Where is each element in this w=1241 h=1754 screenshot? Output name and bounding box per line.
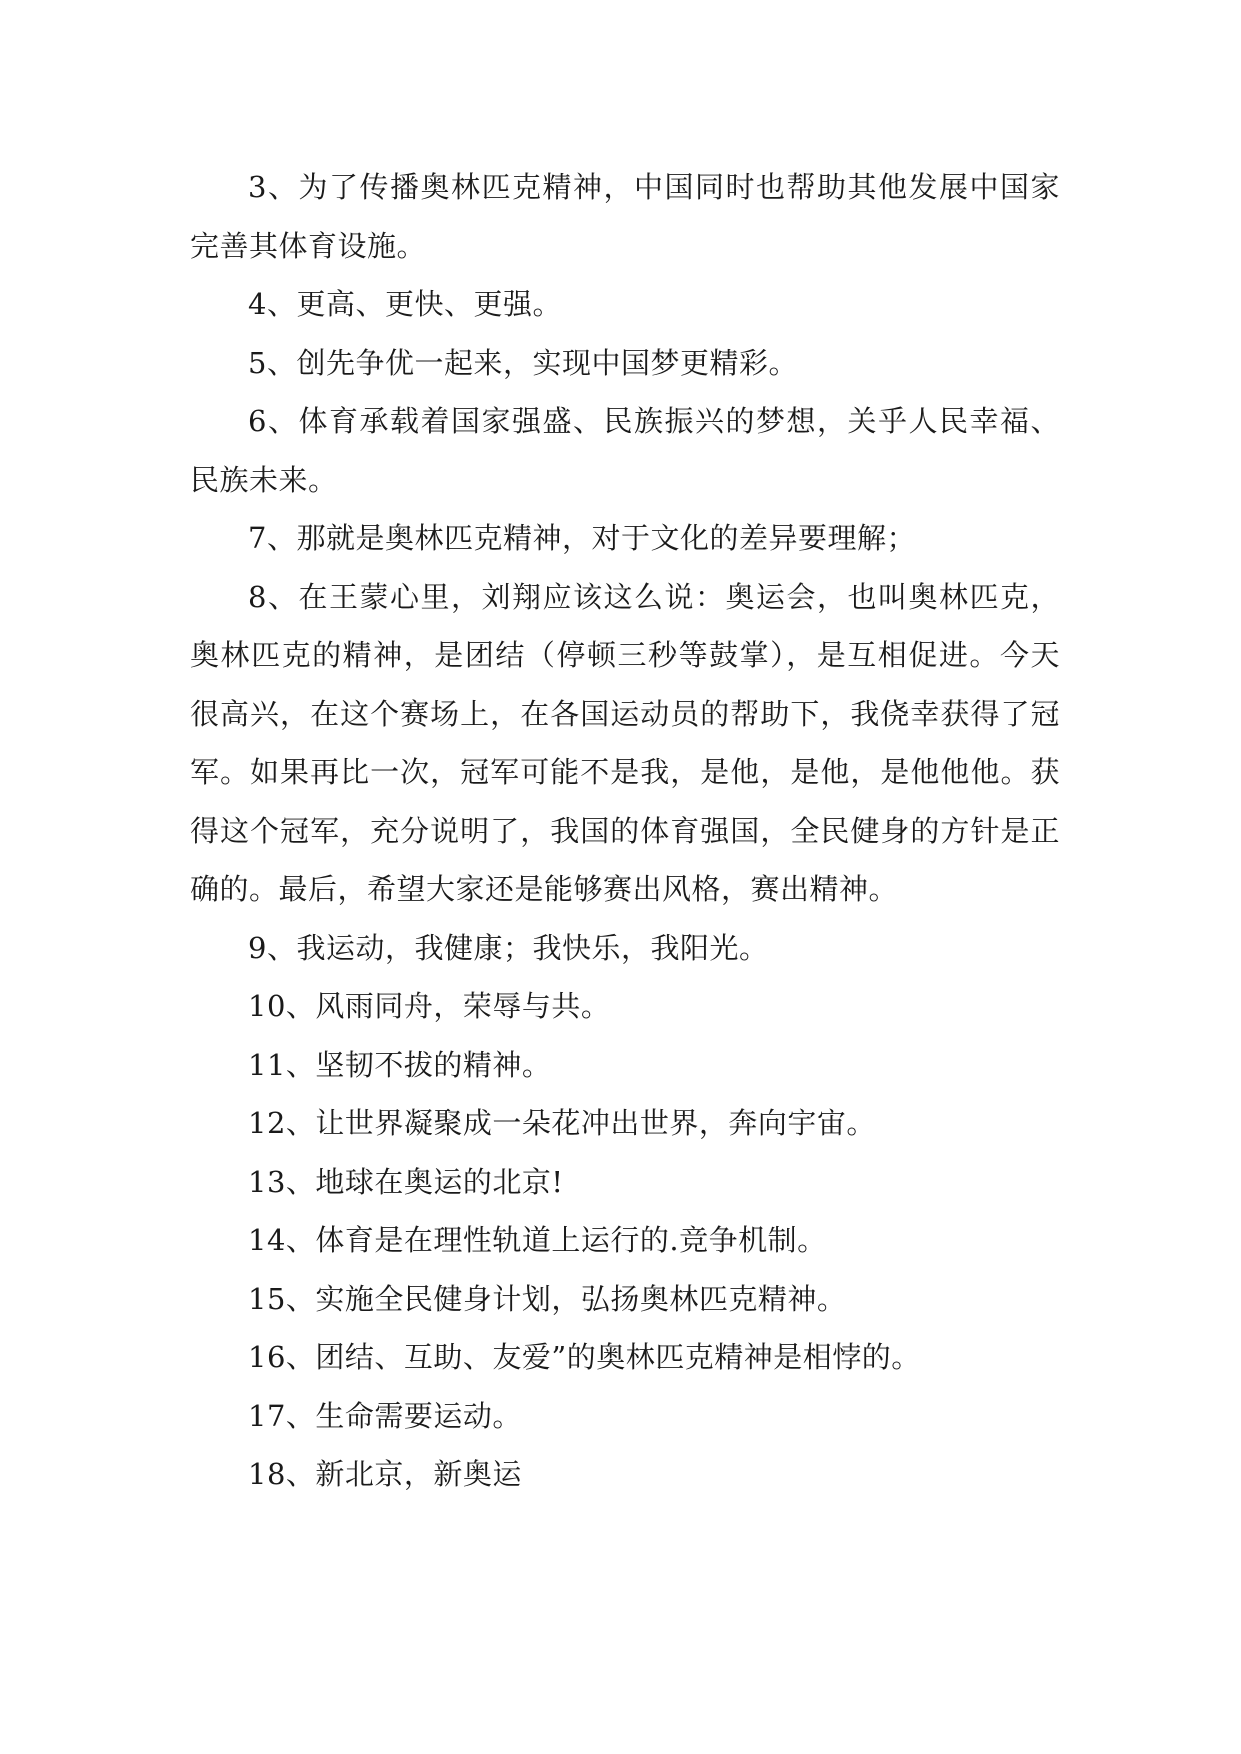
paragraph-3: 3、为了传播奥林匹克精神，中国同时也帮助其他发展中国家完善其体育设施。 (190, 170, 1060, 263)
paragraph-15: 15、实施全民健身计划，弘扬奥林匹克精神。 (248, 1281, 847, 1316)
paragraph-9: 9、我运动，我健康；我快乐，我阳光。 (248, 930, 769, 965)
paragraph-18: 18、新北京，新奥运 (248, 1457, 522, 1491)
paragraph-13: 13、地球在奥运的北京! (248, 1164, 564, 1199)
paragraph-7: 7、那就是奥林匹克精神，对于文化的差异要理解； (248, 521, 916, 555)
paragraph-12: 12、让世界凝聚成一朵花冲出世界，奔向宇宙。 (248, 1106, 876, 1140)
paragraph-8: 8、在王蒙心里，刘翔应该这么说：奥运会，也叫奥林匹克，奥林匹克的精神，是团结（停顿三秒等鼓掌），是互相促进。今天很高兴，在这个赛场上，在各国运动员的帮助下，我侥幸获得了冠军。如果再比一次，冠军可能不是我，是他，是他，是他他他。获得这个冠军，充分说明了，我国的体育强国，全民健身的方针是正确的。最后，希望大家还是能够赛出风格，赛出精神。 (190, 579, 1060, 906)
paragraph-16: 16、团结、互助、友爱”的奥林匹克精神是相悖的。 (248, 1340, 921, 1374)
paragraph-11: 11、坚韧不拔的精神。 (248, 1047, 552, 1082)
paragraph-4: 4、更高、更快、更强。 (248, 287, 562, 321)
document-body (190, 158, 1060, 1504)
paragraph-10: 10、风雨同舟，荣辱与共。 (248, 989, 611, 1023)
paragraph-6: 6、体育承载着国家强盛、民族振兴的梦想，关乎人民幸福、民族未来。 (190, 404, 1060, 497)
paragraph-5: 5、创先争优一起来，实现中国梦更精彩。 (248, 345, 798, 380)
paragraph-14: 14、体育是在理性轨道上运行的.竞争机制。 (248, 1223, 827, 1257)
paragraph-17: 17、生命需要运动。 (248, 1398, 522, 1433)
